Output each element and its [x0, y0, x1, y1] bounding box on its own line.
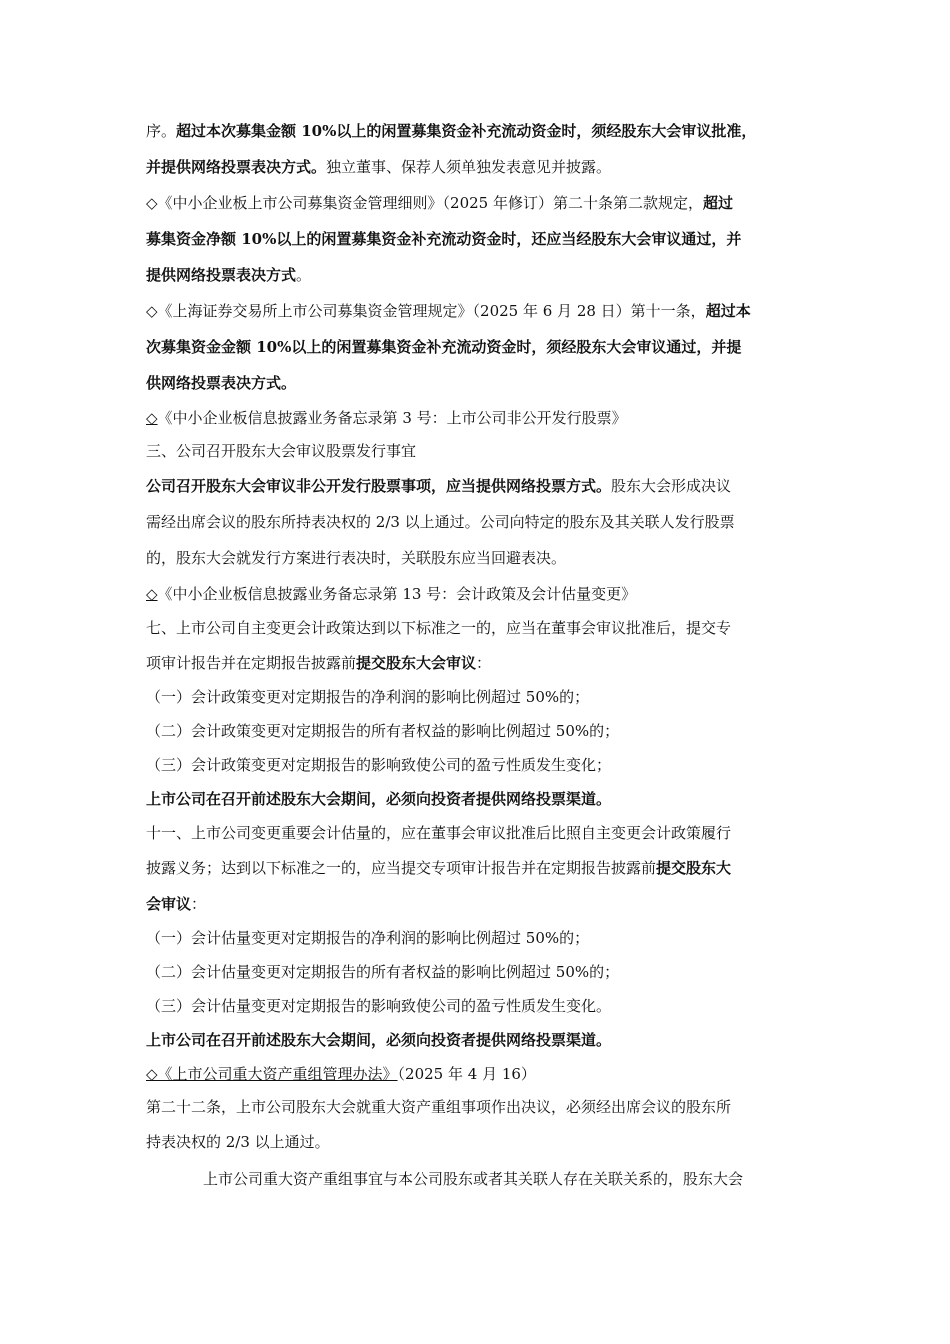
bold-text: 超过本 — [705, 302, 751, 320]
text-segment: 《中小企业板信息披露业务备忘录第 13 号：会计政策及会计估量变更》 — [157, 585, 637, 603]
text-segment: （一）会计政策变更对定期报告的净利润的影响比例超过 50%的； — [146, 688, 590, 706]
text-line — [146, 407, 814, 429]
text-line — [203, 1168, 871, 1190]
bold-text: 提交股东大会审议 — [356, 654, 477, 672]
text-segment: 七、上市公司自主变更会计政策达到以下标准之一的，应当在董事会审议批准后，提交专 — [146, 619, 732, 637]
text-segment: ◇《中小企业板上市公司募集资金管理细则》（2025 年修订）第二十条第二款规定， — [146, 194, 703, 212]
text-line — [146, 686, 814, 708]
text-line — [146, 583, 814, 605]
text-line — [146, 475, 814, 497]
text-line — [146, 120, 814, 142]
bold-text: 会审议 — [146, 895, 192, 913]
text-segment: 持表决权的 2/3 以上通过。 — [146, 1133, 330, 1151]
text-segment: （二）会计政策变更对定期报告的所有者权益的影响比例超过 50%的； — [146, 722, 620, 740]
text-line — [146, 995, 814, 1017]
text-segment: 的，股东大会就发行方案进行表决时，关联股东应当回避表决。 — [146, 549, 567, 567]
text-segment: （三）会计估量变更对定期报告的影响致使公司的盈亏性质发生变化。 — [146, 997, 612, 1015]
bold-text: 上市公司在召开前述股东大会期间，必须向投资者提供网络投票渠道。 — [146, 1031, 612, 1049]
bold-text: 超过 — [702, 194, 733, 212]
text-line — [146, 617, 814, 639]
text-line — [146, 511, 814, 533]
text-line — [146, 754, 814, 776]
text-segment: 三、公司召开股东大会审议股票发行事宜 — [146, 442, 417, 460]
text-line — [146, 720, 814, 742]
bold-text: 提供网络投票表决方式 — [146, 266, 297, 284]
text-segment: ◇ — [146, 409, 158, 427]
text-segment: ◇ — [146, 585, 158, 603]
bold-text: 上市公司在召开前述股东大会期间，必须向投资者提供网络投票渠道。 — [146, 790, 612, 808]
text-line — [146, 547, 814, 569]
text-line — [146, 228, 814, 250]
text-line — [146, 1131, 814, 1153]
text-segment: 独立董事、保荐人须单独发表意见并披露。 — [326, 158, 612, 176]
text-line — [146, 788, 814, 810]
text-line — [146, 372, 814, 394]
text-segment: （三）会计政策变更对定期报告的影响致使公司的盈亏性质发生变化； — [146, 756, 612, 774]
text-segment: 披露义务；达到以下标准之一的，应当提交专项审计报告并在定期报告披露前 — [146, 859, 657, 877]
text-line — [146, 336, 814, 358]
text-line — [146, 893, 814, 915]
text-line — [146, 822, 814, 844]
text-line — [146, 927, 814, 949]
text-segment: ◇《上海证券交易所上市公司募集资金管理规定》（2025 年 6 月 28 日）第十一条， — [146, 302, 706, 320]
text-segment: 股东大会形成决议 — [611, 477, 732, 495]
text-segment: 第二十二条，上市公司股东大会就重大资产重组事项作出决议，必须经出席会议的股东所 — [146, 1098, 732, 1116]
text-line — [146, 961, 814, 983]
text-segment: 项审计报告并在定期报告披露前 — [146, 654, 357, 672]
bold-text: 并提供网络投票表决方式。 — [146, 158, 327, 176]
bold-text: 公司召开股东大会审议非公开发行股票事项，应当提供网络投票方式。 — [146, 477, 612, 495]
text-line — [146, 1063, 814, 1085]
text-line — [146, 300, 814, 322]
text-segment: 序。 — [146, 122, 177, 140]
text-line — [146, 857, 814, 879]
text-segment: 。 — [296, 266, 312, 284]
text-segment: 需经出席会议的股东所持表决权的 2/3 以上通过。公司向特定的股东及其关联人发行股票 — [146, 513, 735, 531]
text-segment: 《中小企业板信息披露业务备忘录第 3 号：上市公司非公开发行股票》 — [157, 409, 627, 427]
text-line — [146, 1096, 814, 1118]
text-segment: 十一、上市公司变更重要会计估量的，应在董事会审议批准后比照自主变更会计政策履行 — [146, 824, 732, 842]
text-segment: ： — [191, 895, 207, 913]
text-segment: （一）会计估量变更对定期报告的净利润的影响比例超过 50%的； — [146, 929, 590, 947]
bold-text: 次募集资金金额 10%以上的闲置募集资金补充流动资金时，须经股东大会审议通过，并提 — [146, 338, 742, 356]
text-segment: ◇《上市公司重大资产重组管理办法》 — [146, 1065, 398, 1083]
text-line — [146, 652, 814, 674]
bold-text: 募集资金净额 10%以上的闲置募集资金补充流动资金时，还应当经股东大会审议通过，并 — [146, 230, 742, 248]
text-line — [146, 1029, 814, 1051]
text-segment: 上市公司重大资产重组事宜与本公司股东或者其关联人存在关联关系的，股东大会 — [203, 1170, 744, 1188]
bold-text: 供网络投票表决方式。 — [146, 374, 297, 392]
text-line — [146, 264, 814, 286]
text-line — [146, 156, 814, 178]
text-line — [146, 192, 814, 214]
text-segment: （二）会计估量变更对定期报告的所有者权益的影响比例超过 50%的； — [146, 963, 620, 981]
bold-text: 超过本次募集金额 10%以上的闲置募集资金补充流动资金时，须经股东大会审议批准， — [176, 122, 757, 140]
bold-text: 提交股东大 — [656, 859, 732, 877]
text-segment: （2025 年 4 月 16） — [397, 1065, 536, 1083]
text-line — [146, 440, 814, 462]
text-segment: ： — [476, 654, 492, 672]
